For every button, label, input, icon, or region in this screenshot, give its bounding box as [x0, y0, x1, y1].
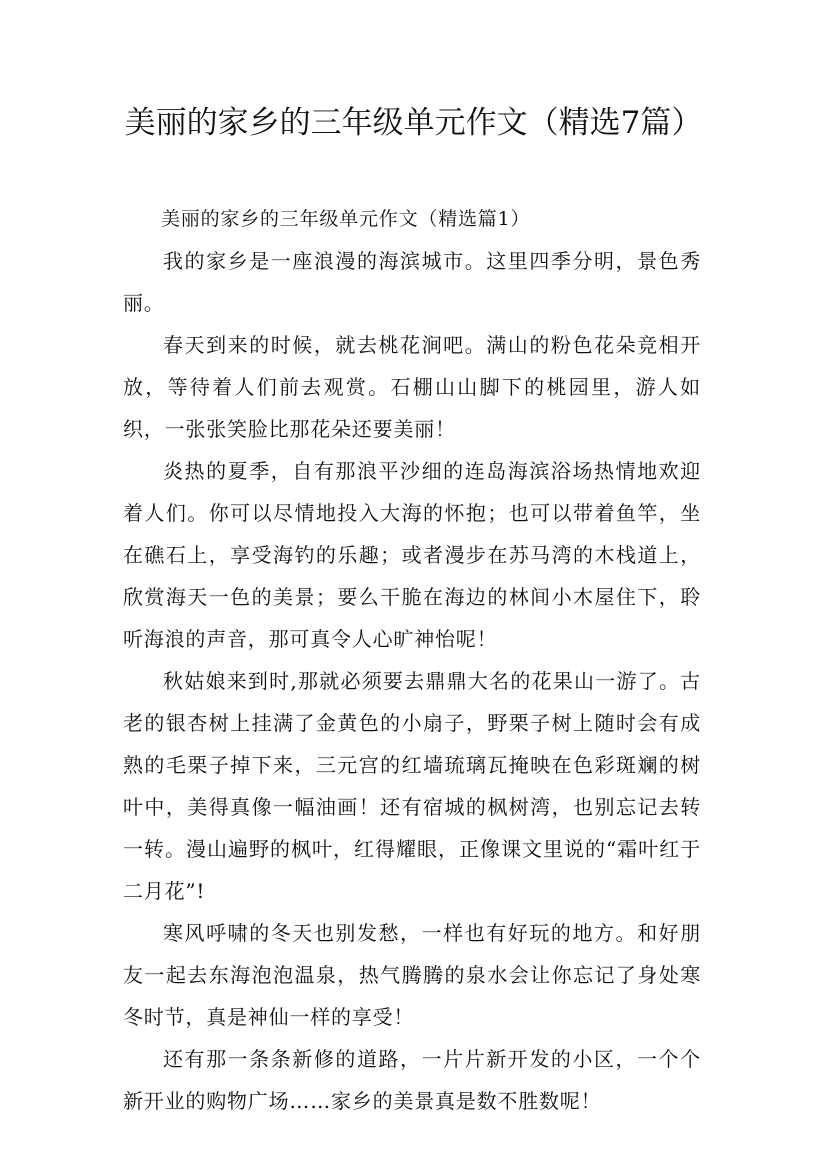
paragraph-conclusion: 还有那一条条新修的道路，一片片新开发的小区，一个个新开业的购物广场……家乡的美景真是数不胜数呢！: [123, 1047, 701, 1113]
paragraph-summer: 炎热的夏季，自有那浪平沙细的连岛海滨浴场热情地欢迎着人们。你可以尽情地投入大海的怀抱；也可以带着鱼竿，坐在礁石上，享受海钓的乐趣；或者漫步在苏马湾的木栈道上，欣赏海天一色的美景；要么干脆在海边的林间小木屋住下，聆听海浪的声音，那可真令人心旷神怡呢！: [123, 459, 701, 651]
section-subtitle: 美丽的家乡的三年级单元作文（精选篇1）: [161, 208, 531, 230]
paragraph-autumn: 秋姑娘来到时,那就必须要去鼎鼎大名的花果山一游了。古老的银杏树上挂满了金黄色的小扇子，野栗子树上随时会有成熟的毛栗子掉下来，三元宫的红墙琉璃瓦掩映在色彩斑斓的树叶中，美得真像一幅油画！还有宿城的枫树湾，也别忘记去转一转。漫山遍野的枫叶，红得耀眼，正像课文里说的“霜叶红于二月花”!: [123, 669, 701, 903]
paragraph-winter: 寒风呼啸的冬天也别发愁，一样也有好玩的地方。和好朋友一起去东海泡泡温泉，热气腾腾的泉水会让你忘记了身处寒冬时节，真是神仙一样的享受！: [123, 921, 701, 1029]
document-body: [123, 198, 701, 1122]
paragraph-spring: 春天到来的时候，就去桃花涧吧。满山的粉色花朵竞相开放，等待着人们前去观赏。石棚山山脚下的桃园里，游人如织，一张张笑脸比那花朵还要美丽！: [123, 333, 701, 441]
paragraph-intro: 我的家乡是一座浪漫的海滨城市。这里四季分明，景色秀丽。: [123, 249, 701, 315]
document-title: 美丽的家乡的三年级单元作文（精选7篇）: [124, 105, 703, 141]
